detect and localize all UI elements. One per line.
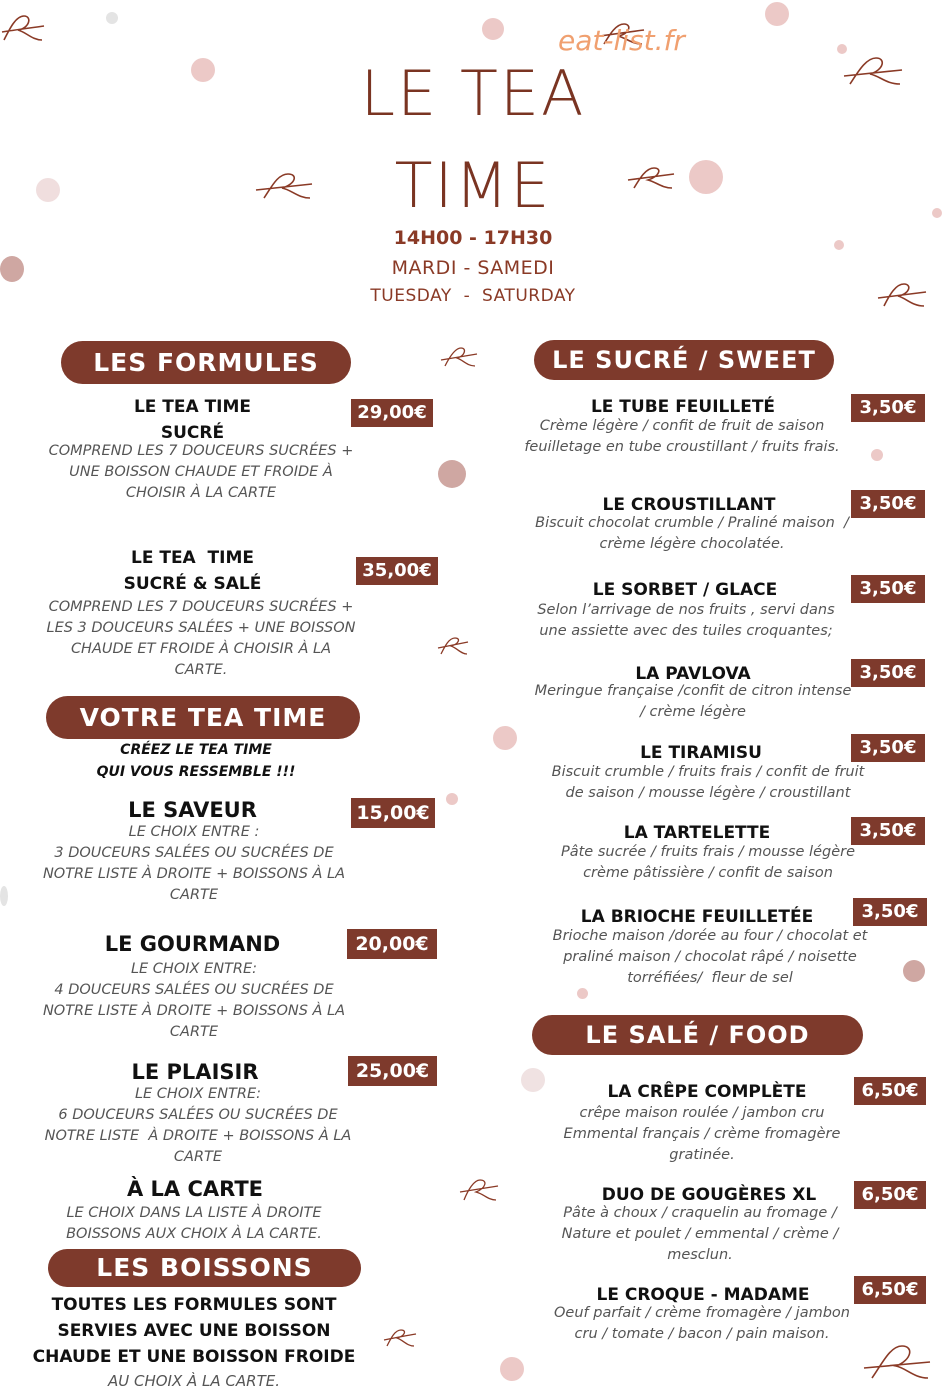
- price-badge: 3,50€: [851, 817, 925, 845]
- formule-desc: LE CHOIX DANS LA LISTE À DROITE BOISSONS AUX CHOIX À LA CARTE.: [66, 1205, 322, 1242]
- page-title-line2: TIME: [394, 149, 552, 222]
- opening-hours: 14H00 - 17H30: [393, 227, 553, 249]
- price-badge: 3,50€: [851, 575, 925, 603]
- section-heading-formules: LES FORMULES: [61, 341, 351, 384]
- menu-item-desc: Biscuit crumble / fruits frais / confit de fruit de saison / mousse légère / croustillant: [551, 764, 865, 801]
- opening-days-fr: MARDI - SAMEDI: [391, 257, 555, 279]
- menu-item-desc: Meringue française /confit de citron intense / crème légère: [534, 683, 852, 720]
- page-title-line1: LE TEA: [360, 57, 586, 130]
- price-badge: 20,00€: [347, 929, 437, 959]
- decor-dot: [577, 988, 588, 999]
- script-r-icon: [436, 634, 470, 658]
- price-badge: 6,50€: [854, 1077, 926, 1105]
- price-badge: 6,50€: [854, 1181, 926, 1209]
- boissons-note: AU CHOIX À LA CARTE.: [107, 1372, 281, 1390]
- menu-item-desc: Oeuf parfait / crème fromagère / jambon cru / tomate / bacon / pain maison.: [554, 1305, 850, 1342]
- price-badge: 3,50€: [851, 659, 925, 687]
- menu-item-desc: Brioche maison /dorée au four / chocolat et praliné maison / chocolat râpé / noisette torréfiées/ fleur de sel: [552, 928, 868, 986]
- votre-subtitle: QUI VOUS RESSEMBLE !!!: [96, 764, 296, 780]
- watermark: eat-list.fr: [558, 24, 685, 57]
- formule-title: LE PLAISIR: [131, 1060, 259, 1084]
- formule-title: SUCRÉ: [160, 423, 225, 443]
- price-badge: 25,00€: [348, 1056, 437, 1086]
- decor-dot: [871, 449, 883, 461]
- decor-dot: [493, 726, 517, 750]
- menu-item-title: LA BRIOCHE FEUILLETÉE: [580, 907, 814, 927]
- formule-title: LE TEA TIME: [130, 548, 255, 568]
- boissons-text: TOUTES LES FORMULES SONT SERVIES AVEC UNE BOISSON CHAUDE ET UNE BOISSON FROIDE: [32, 1295, 356, 1367]
- votre-subtitle: CRÉEZ LE TEA TIME: [120, 742, 272, 758]
- formule-desc: COMPREND LES 7 DOUCEURS SUCRÉES + LES 3 DOUCEURS SALÉES + UNE BOISSON CHAUDE ET FROIDE À CHOISIR À LA CARTE.: [46, 599, 356, 678]
- decor-dot: [482, 18, 504, 40]
- price-badge: 3,50€: [851, 394, 925, 422]
- formule-desc: LE CHOIX ENTRE: 4 DOUCEURS SALÉES OU SUCRÉES DE NOTRE LISTE À DROITE + BOISSONS À LA CARTE: [42, 961, 346, 1040]
- price-badge: 29,00€: [351, 399, 433, 427]
- decor-dot: [903, 960, 925, 982]
- price-badge: 6,50€: [854, 1276, 926, 1304]
- price-badge: 3,50€: [853, 898, 927, 926]
- menu-item-desc: Pâte à choux / craquelin au fromage / Nature et poulet / emmental / crème / mesclun.: [561, 1205, 839, 1263]
- formule-title: LE SAVEUR: [128, 798, 257, 822]
- decor-dot: [765, 2, 789, 26]
- decor-dot: [438, 460, 466, 488]
- decor-dot: [0, 886, 8, 906]
- price-badge: 15,00€: [351, 798, 435, 828]
- menu-item-title: DUO DE GOUGÈRES XL: [601, 1185, 817, 1205]
- menu-item-title: LA CRÊPE COMPLÈTE: [607, 1082, 807, 1102]
- menu-item-title: LA PAVLOVA: [635, 664, 751, 684]
- menu-item-desc: Selon l’arrivage de nos fruits , servi dans une assiette avec des tuiles croquantes;: [537, 602, 835, 639]
- menu-item-desc: Biscuit chocolat crumble / Praliné maison / crème légère chocolatée.: [535, 515, 849, 552]
- formule-desc: LE CHOIX ENTRE : 3 DOUCEURS SALÉES OU SUCRÉES DE NOTRE LISTE À DROITE + BOISSONS À LA CARTE: [42, 824, 346, 903]
- section-heading-votre-tea-time: VOTRE TEA TIME: [46, 696, 360, 739]
- formule-desc: COMPREND LES 7 DOUCEURS SUCRÉES + UNE BOISSON CHAUDE ET FROIDE À CHOISIR À LA CARTE: [48, 443, 354, 501]
- price-badge: 3,50€: [851, 490, 925, 518]
- formule-title: SUCRÉ & SALÉ: [123, 574, 262, 594]
- section-heading-sucre: LE SUCRÉ / SWEET: [534, 340, 834, 380]
- script-r-icon: [439, 344, 479, 370]
- price-badge: 3,50€: [851, 734, 925, 762]
- formule-desc: LE CHOIX ENTRE: 6 DOUCEURS SALÉES OU SUCRÉES DE NOTRE LISTE À DROITE + BOISSONS À LA CARTE: [44, 1086, 352, 1165]
- script-r-icon: [458, 1176, 500, 1204]
- menu-item-title: LE SORBET / GLACE: [592, 580, 778, 600]
- decor-dot: [521, 1068, 545, 1092]
- decor-dot: [106, 12, 118, 24]
- script-r-icon: [382, 1326, 418, 1350]
- section-heading-boissons: LES BOISSONS: [48, 1249, 361, 1287]
- decor-dot: [446, 793, 458, 805]
- formule-title: LE TEA TIME: [133, 397, 252, 417]
- menu-item-title: LE CROQUE - MADAME: [596, 1285, 810, 1305]
- formule-title: À LA CARTE: [126, 1177, 264, 1201]
- menu-item-desc: Crème légère / confit de fruit de saison feuilletage en tube croustillant / fruits frais.: [524, 418, 840, 455]
- section-heading-sale: LE SALÉ / FOOD: [532, 1015, 863, 1055]
- menu-item-title: LE TUBE FEUILLETÉ: [590, 397, 776, 417]
- menu-item-desc: Pâte sucrée / fruits frais / mousse légère crème pâtissière / confit de saison: [560, 844, 856, 881]
- script-r-icon: [0, 10, 46, 48]
- price-badge: 35,00€: [356, 557, 438, 585]
- script-r-icon: [862, 1340, 932, 1384]
- menu-item-desc: crêpe maison roulée / jambon cru Emmental français / crème fromagère gratinée.: [563, 1105, 841, 1163]
- menu-item-title: LE TIRAMISU: [640, 743, 762, 763]
- decor-dot: [500, 1357, 524, 1381]
- formule-title: LE GOURMAND: [104, 932, 281, 956]
- menu-item-title: LA TARTELETTE: [623, 823, 771, 843]
- opening-days-en: TUESDAY - SATURDAY: [370, 286, 576, 306]
- menu-item-title: LE CROUSTILLANT: [602, 495, 776, 515]
